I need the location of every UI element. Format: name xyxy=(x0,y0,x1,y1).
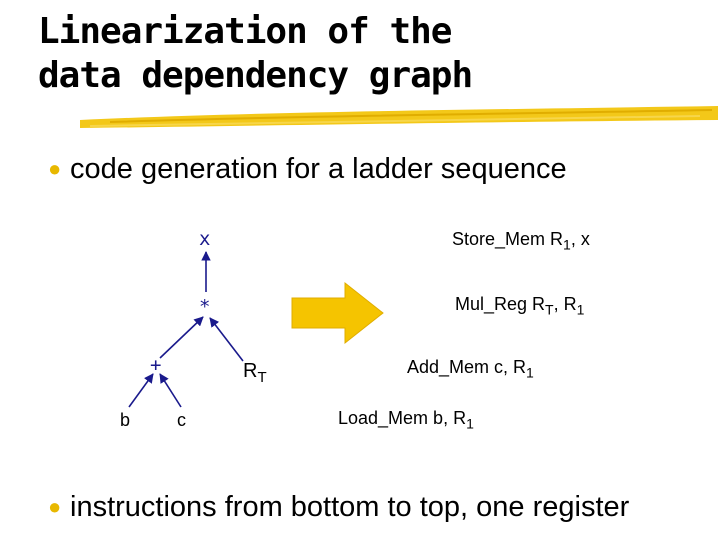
node-register-t: $R_T$ xyxy=(243,360,267,386)
bullet-text: instructions from bottom to top, one register xyxy=(70,491,630,523)
node-multiply: * xyxy=(199,296,211,318)
node-add: + xyxy=(150,354,162,376)
edge-add-to-mul xyxy=(160,317,203,358)
node-x: x xyxy=(199,228,211,250)
instruction-load: Load_Mem b, $R_1$ xyxy=(338,408,474,432)
instruction-add: Add_Mem c, $R_1$ xyxy=(407,357,534,381)
edge-rt-to-mul xyxy=(210,318,243,361)
edge-b-to-add xyxy=(129,374,153,407)
instruction-store: Store_Mem $R_1$, x xyxy=(452,229,590,253)
title-line-2: data dependency graph xyxy=(38,55,473,96)
node-b: b xyxy=(120,410,131,430)
instruction-mul: Mul_Reg $R_T$, $R_1$ xyxy=(455,294,585,318)
node-c: c xyxy=(177,410,186,430)
bullet-dot-icon: ● xyxy=(48,494,62,519)
edge-c-to-add xyxy=(160,374,181,407)
right-arrow-icon xyxy=(292,283,383,343)
title-line-1: Linearization of the xyxy=(38,11,452,52)
bullet-dot-icon: ● xyxy=(48,156,62,181)
bullet-text: code generation for a ladder sequence xyxy=(70,153,567,185)
